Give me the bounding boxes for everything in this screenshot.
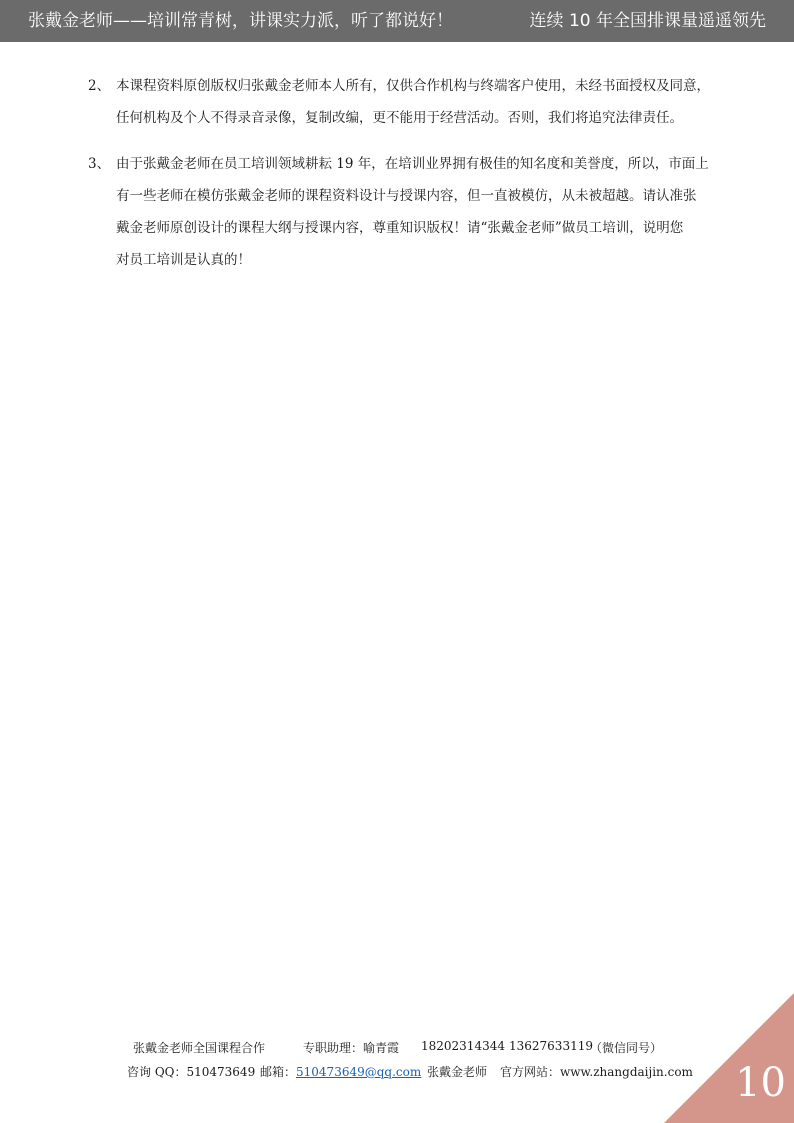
list-item-text	[116, 148, 720, 276]
footer-cooperation: 张戴金老师全国课程合作	[133, 1041, 266, 1055]
footer-website: 官方网站：www.zhangdaijin.com	[500, 1065, 693, 1079]
header-slogan: 张戴金老师——培训常青树，讲课实力派，听了都说好！	[28, 11, 453, 31]
list-item-3	[88, 148, 728, 276]
text-line: 任何机构及个人不得录音录像，复制改编，更不能用于经营活动。否则，我们将追究法律责任。	[116, 110, 683, 126]
footer-qq: 咨询 QQ：510473649	[127, 1065, 256, 1079]
list-item-number: 3、	[88, 156, 111, 172]
footer-wechat-note: （微信同号）	[590, 1041, 663, 1055]
text-line: 对员工培训是认真的！	[116, 252, 251, 268]
text-line: 本课程资料原创版权归张戴金老师本人所有，仅供合作机构与终端客户使用，未经书面授权及同意，	[116, 78, 710, 94]
footer-phone-1: 18202314344	[421, 1039, 505, 1053]
text-line: 有一些老师在模仿张戴金老师的课程资料设计与授课内容，但一直被模仿，从未被超越。请认准张	[116, 188, 697, 204]
footer-phone-2: 13627633119	[509, 1039, 593, 1053]
email-link[interactable]: 510473649@qq.com	[296, 1065, 422, 1079]
header-tagline: 连续 10 年全国排课量遥遥领先	[529, 11, 766, 31]
list-item-number: 2、	[88, 78, 111, 94]
list-item-text	[116, 70, 720, 134]
page-number: 10	[735, 1060, 786, 1106]
footer-email-label: 邮箱：	[260, 1065, 297, 1079]
text-line: 戴金老师原创设计的课程大纲与授课内容，尊重知识版权！请“张戴金老师”做员工培训，说明您	[116, 220, 684, 236]
header-banner	[0, 0, 794, 42]
footer-email	[260, 1063, 421, 1080]
list-item-2	[88, 70, 728, 134]
footer-assistant: 专职助理：喻青霞	[303, 1041, 400, 1055]
text-line: 由于张戴金老师在员工培训领域耕耘 19 年，在培训业界拥有极佳的知名度和美誉度，所以，市面上	[116, 156, 709, 172]
footer-teacher: 张戴金老师	[427, 1065, 488, 1079]
